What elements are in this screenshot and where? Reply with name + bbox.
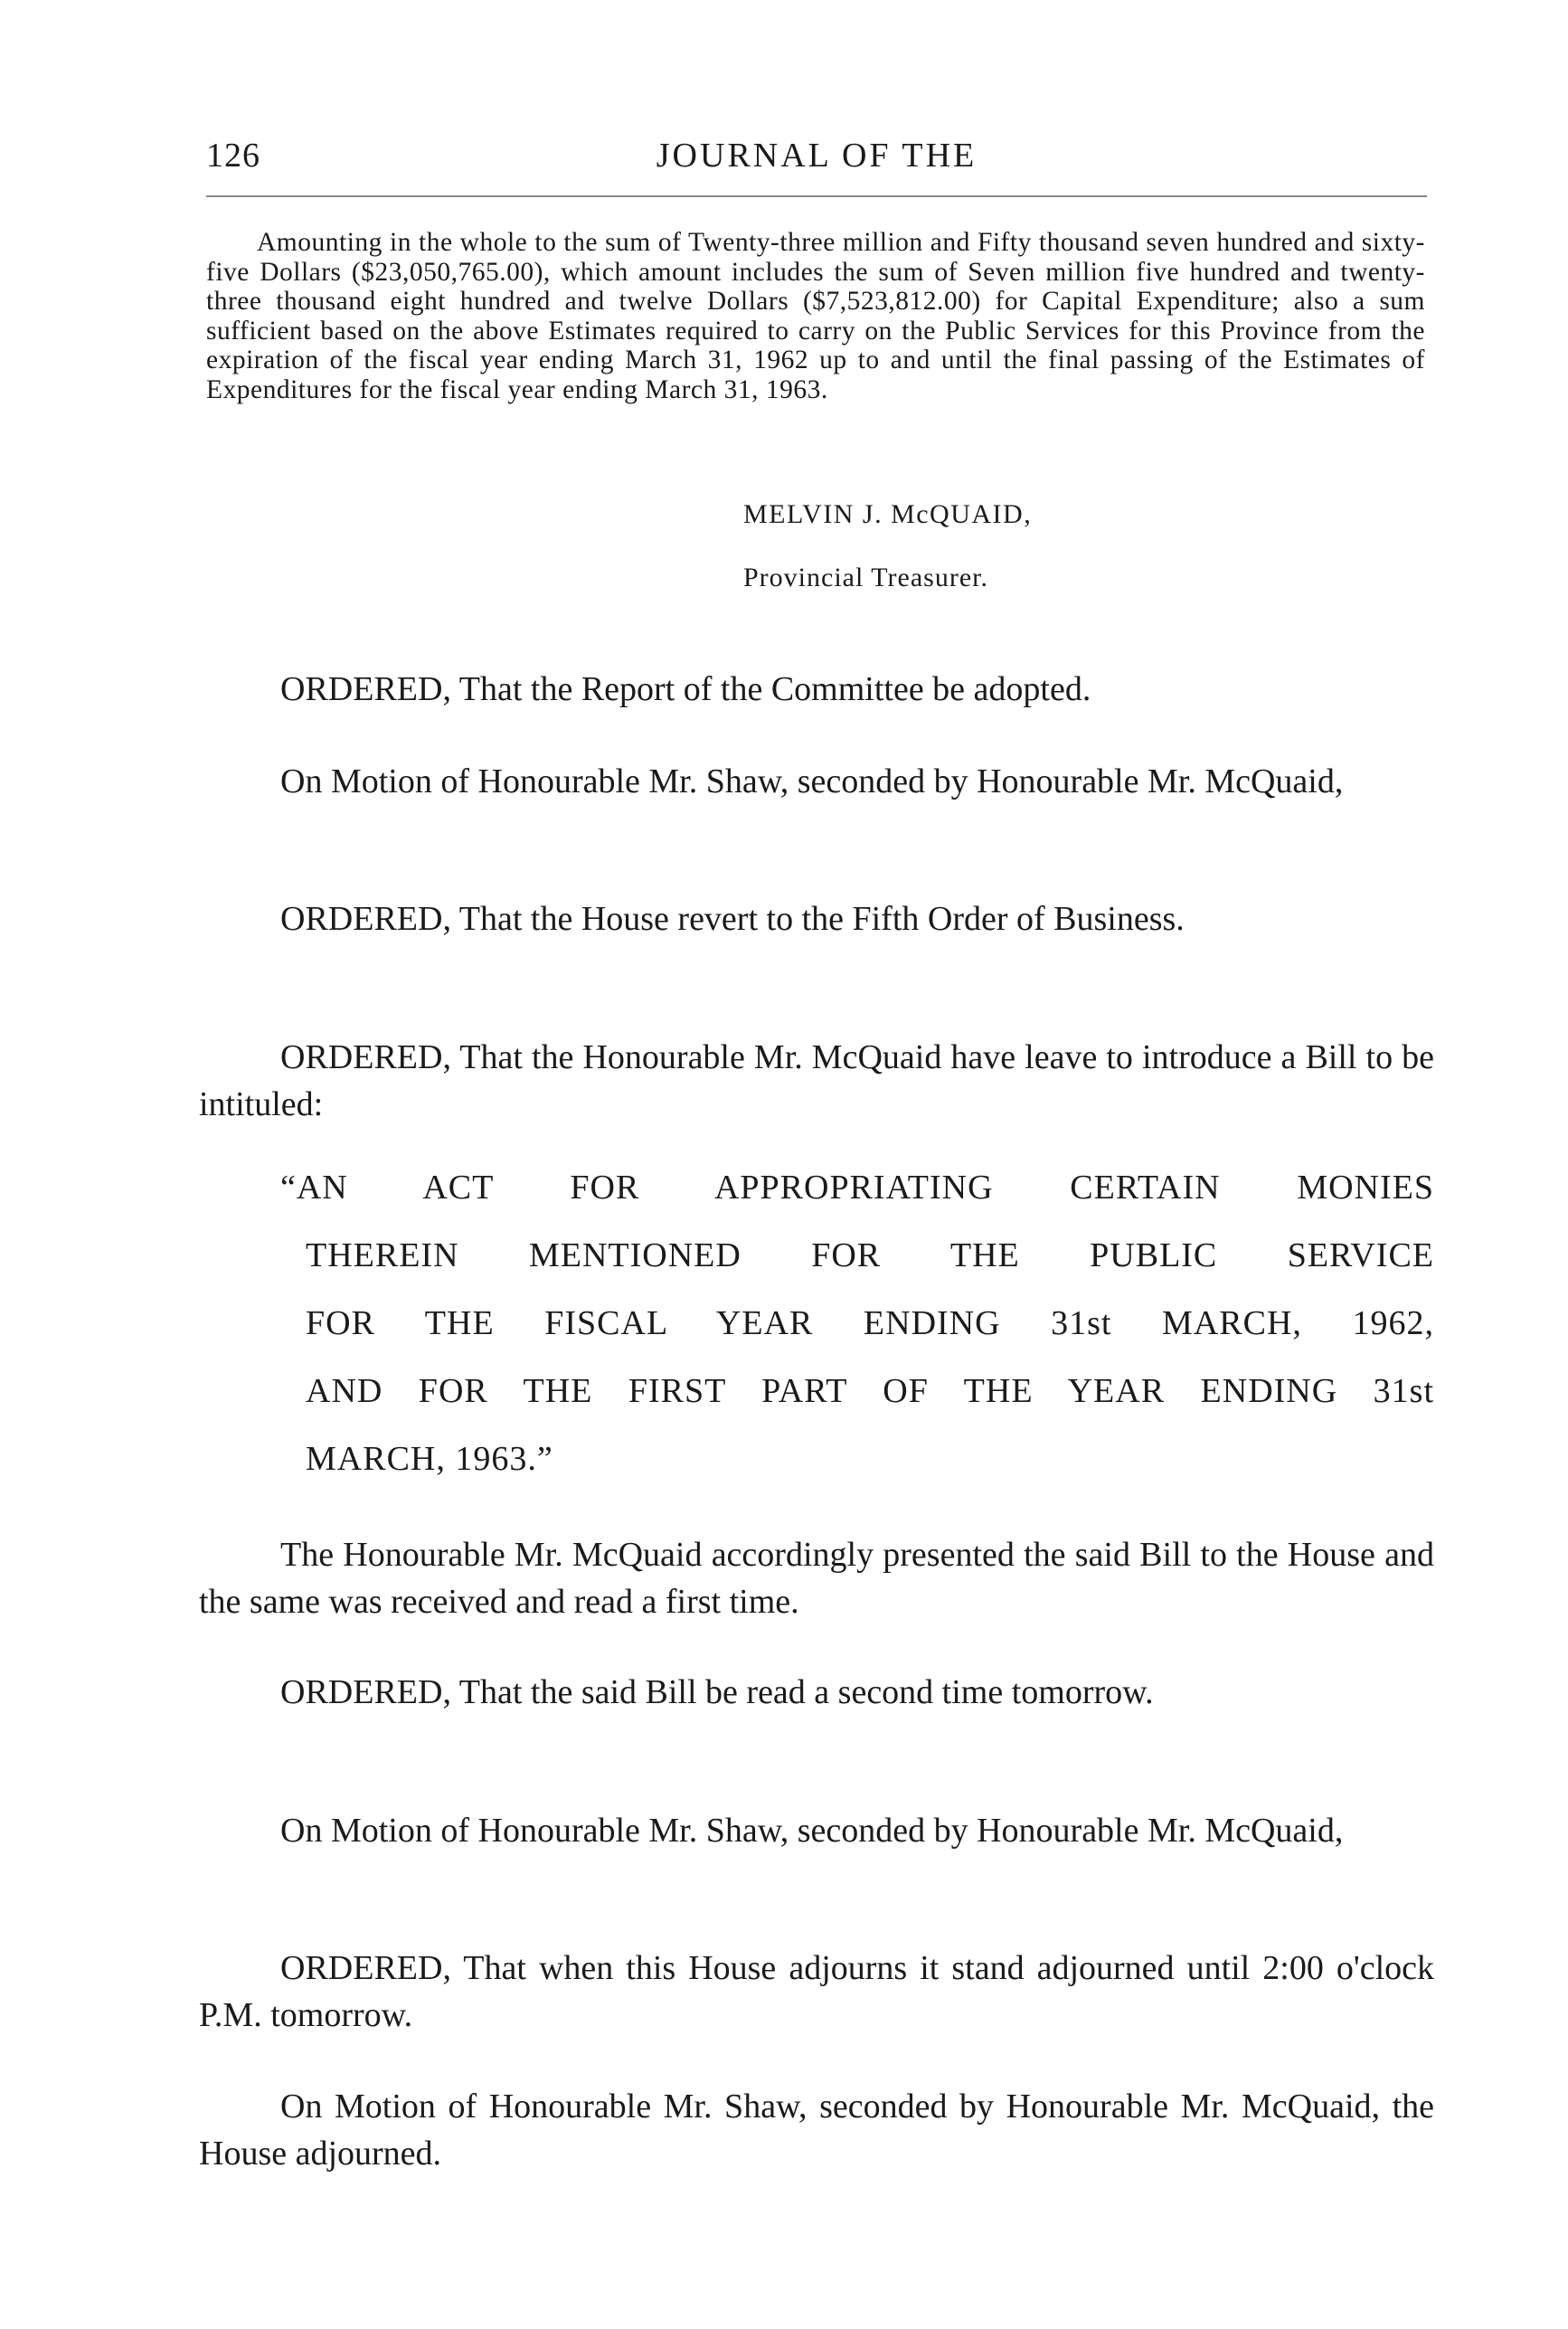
motion-adjourned-paragraph: On Motion of Honourable Mr. Shaw, seconded by Honourable Mr. McQuaid, the House adjourned. bbox=[199, 2088, 1434, 2173]
motion-paragraph-1: On Motion of Honourable Mr. Shaw, seconded by Honourable Mr. McQuaid, bbox=[280, 762, 1344, 800]
bill-presented-paragraph: The Honourable Mr. McQuaid accordingly presented the said Bill to the House and the same was received and read a first time. bbox=[199, 1536, 1434, 1621]
bill-title-line: THEREIN MENTIONED FOR THE PUBLIC SERVICE bbox=[306, 1236, 1434, 1274]
order-adopt-report: ORDERED, That the Report of the Committee be adopted. bbox=[280, 670, 1091, 708]
page-number: 126 bbox=[206, 137, 260, 175]
signature-name: MELVIN J. McQUAID, bbox=[743, 499, 1033, 529]
running-head bbox=[206, 136, 1427, 190]
bill-title-line: “AN ACT FOR APPROPRIATING CERTAIN MONIES bbox=[280, 1169, 1434, 1207]
header-rule bbox=[206, 195, 1427, 197]
motion-paragraph-2: On Motion of Honourable Mr. Shaw, seconded by Honourable Mr. McQuaid, bbox=[280, 1812, 1344, 1850]
order-revert-paragraph: ORDERED, That the House revert to the Fifth Order of Business. bbox=[280, 900, 1185, 938]
signature-title: Provincial Treasurer. bbox=[743, 563, 988, 592]
report-paragraph: Amounting in the whole to the sum of Twenty-three million and Fifty thousand seven hundred and sixty-five Dollars ($23,050,765.00), which amount includes the sum of Seven million five hundred and twenty-three thousand eight hundred and twelve Dollars ($7,523,812.00) for Capital Expenditure; also a sum sufficient based on the above Estimates required to carry on the Public Services for this Province from the expiration of the fiscal year ending March 31, 1962 up to and until the final passing of the Estimates of Expenditures for the fiscal year ending March 31, 1963. bbox=[206, 228, 1425, 404]
bill-title-line: MARCH, 1963.” bbox=[306, 1440, 553, 1478]
order-adjourn-paragraph: ORDERED, That when this House adjourns it stand adjourned until 2:00 o'clock P.M. tomorrow. bbox=[199, 1949, 1434, 2034]
bill-title-line: AND FOR THE FIRST PART OF THE YEAR ENDING 31st bbox=[306, 1372, 1434, 1410]
bill-title-line: FOR THE FISCAL YEAR ENDING 31st MARCH, 1962, bbox=[306, 1304, 1434, 1342]
order-second-reading-paragraph: ORDERED, That the said Bill be read a second time tomorrow. bbox=[280, 1673, 1154, 1711]
journal-title: JOURNAL OF THE bbox=[656, 137, 978, 175]
order-leave-paragraph: ORDERED, That the Honourable Mr. McQuaid have leave to introduce a Bill to be intituled: bbox=[199, 1038, 1434, 1123]
bill-title bbox=[280, 1154, 1434, 1493]
